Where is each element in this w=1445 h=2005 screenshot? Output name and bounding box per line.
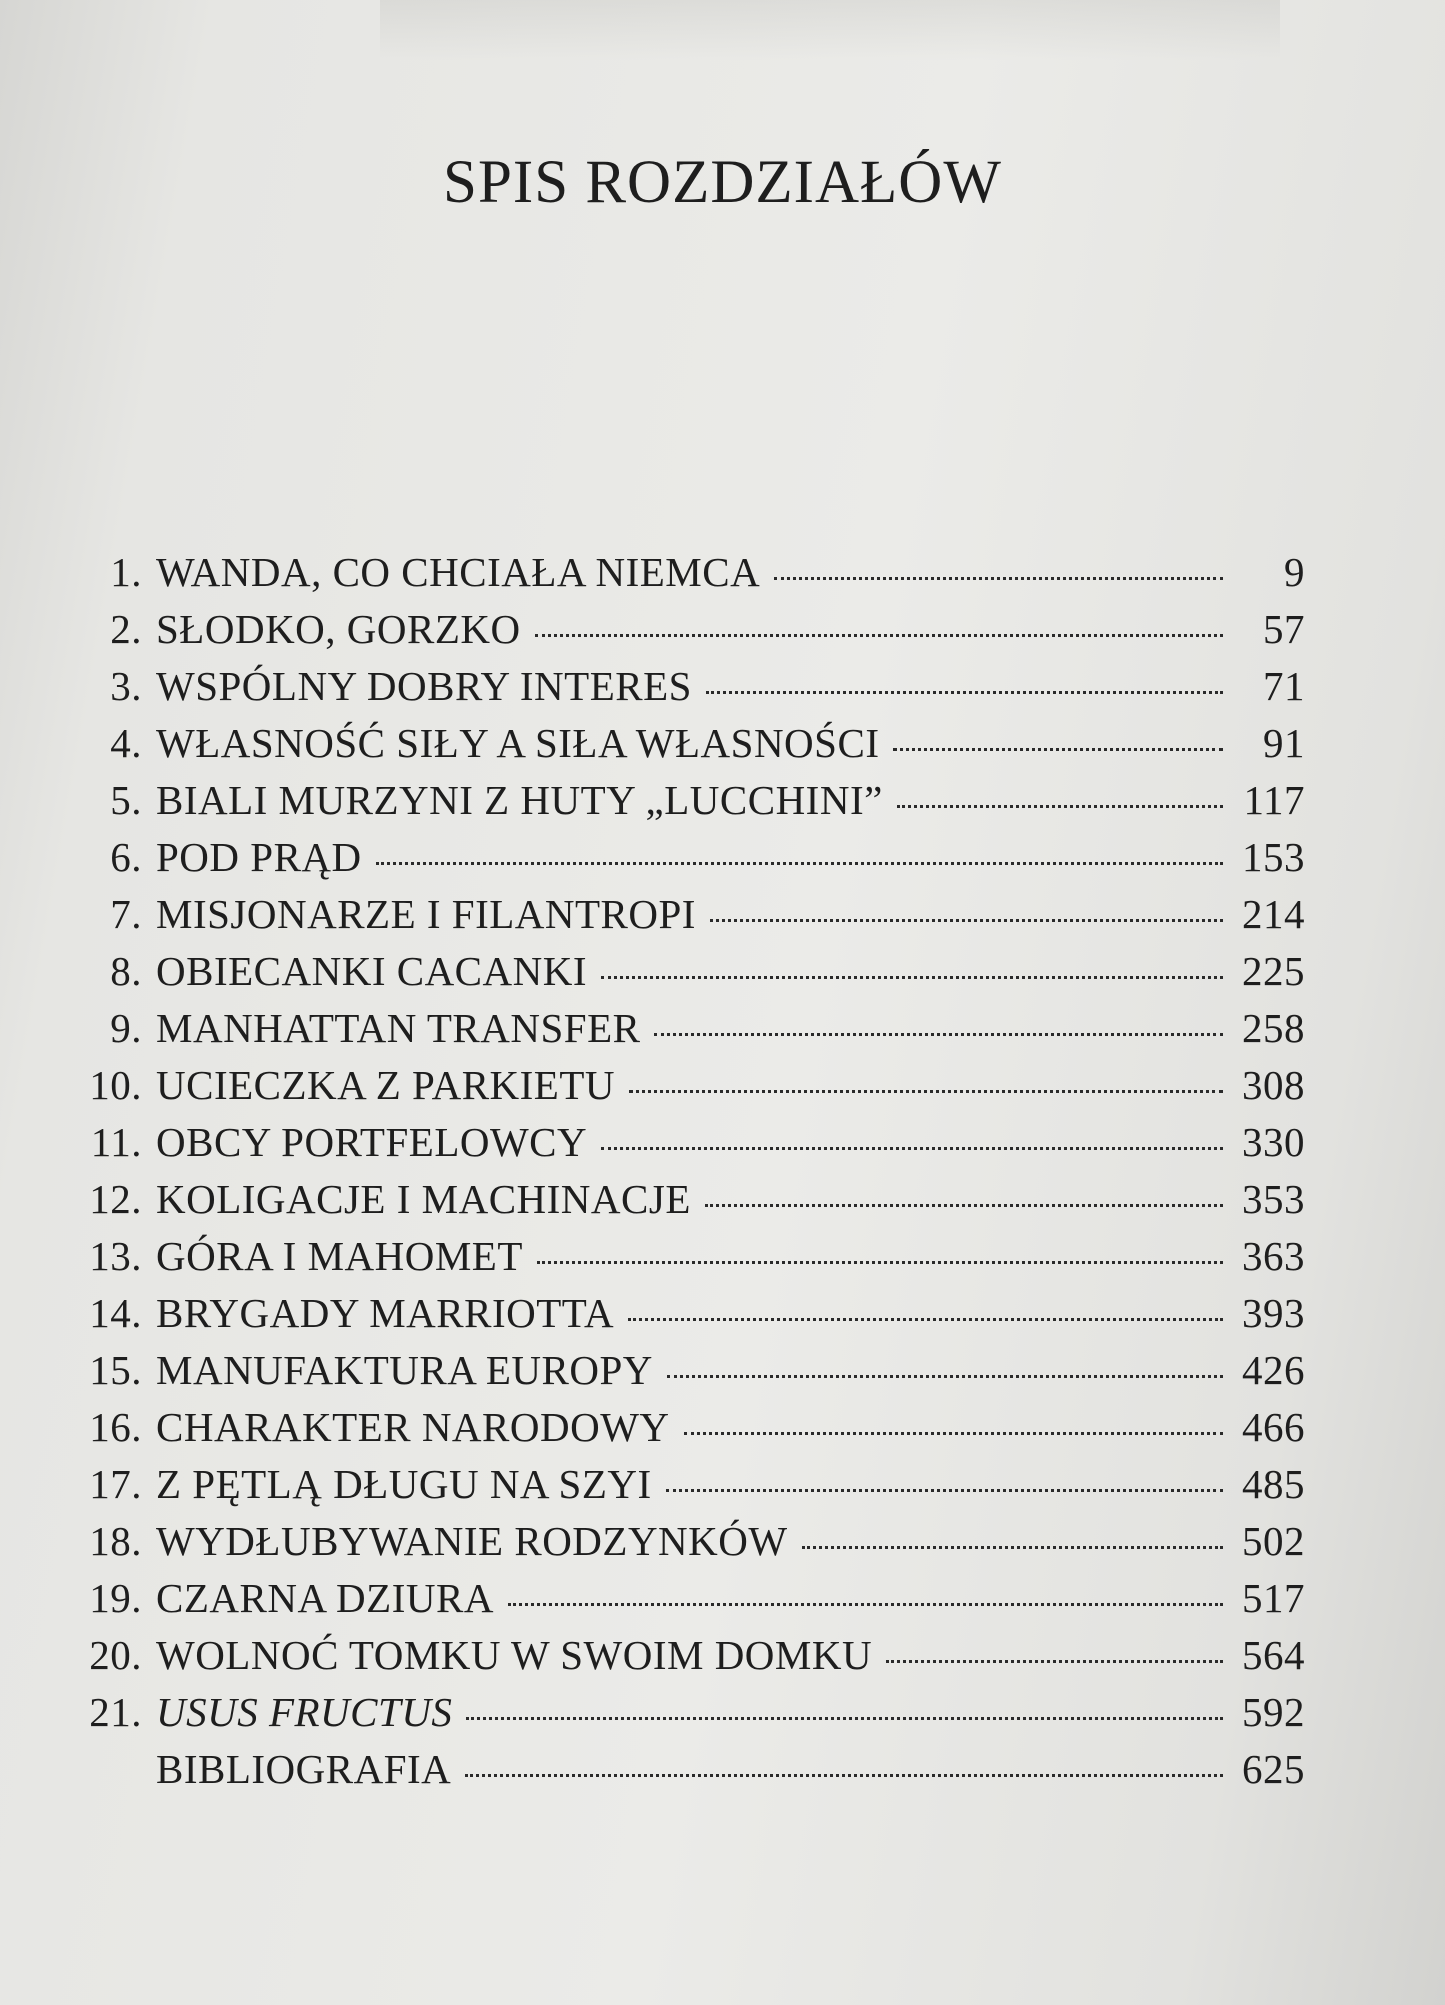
chapter-number: 4.	[110, 720, 142, 766]
dot-leader	[706, 691, 1223, 694]
chapter-title: MISJONARZE I FILANTROPI	[156, 891, 696, 937]
chapter-number: 20.	[89, 1632, 142, 1678]
chapter-title: BIALI MURZYNI Z HUTY „LUCCHINI”	[156, 777, 883, 823]
chapter-title: WYDŁUBYWANIE RODZYNKÓW	[156, 1518, 788, 1564]
toc-entry	[64, 833, 1305, 890]
chapter-page-number: 502	[1242, 1518, 1305, 1564]
chapter-number: 18.	[89, 1518, 142, 1564]
chapter-page-number: 57	[1263, 606, 1305, 652]
dot-leader	[666, 1489, 1223, 1492]
dot-leader	[654, 1033, 1223, 1036]
dot-leader	[601, 976, 1223, 979]
chapter-title: WSPÓLNY DOBRY INTERES	[156, 663, 692, 709]
toc-entry	[64, 947, 1305, 1004]
dot-leader	[629, 1090, 1223, 1093]
toc-entry	[64, 776, 1305, 833]
chapter-number: 13.	[89, 1233, 142, 1279]
chapter-title: OBCY PORTFELOWCY	[156, 1119, 588, 1165]
dot-leader	[897, 805, 1223, 808]
toc-entry	[64, 1574, 1305, 1631]
toc-entry	[64, 1346, 1305, 1403]
dot-leader	[535, 634, 1223, 637]
chapter-title: SŁODKO, GORZKO	[156, 606, 521, 652]
chapter-page-number: 625	[1242, 1746, 1305, 1792]
chapter-title: BIBLIOGRAFIA	[156, 1746, 452, 1792]
dot-leader	[710, 919, 1223, 922]
chapter-number: 3.	[110, 663, 142, 709]
toc-entry	[64, 1175, 1305, 1232]
chapter-number: 8.	[110, 948, 142, 994]
toc-entry	[64, 1460, 1305, 1517]
dot-leader	[376, 862, 1223, 865]
toc-entry	[64, 1289, 1305, 1346]
toc-entry	[64, 1232, 1305, 1289]
chapter-page-number: 517	[1242, 1575, 1305, 1621]
dot-leader	[466, 1717, 1223, 1720]
chapter-page-number: 363	[1242, 1233, 1305, 1279]
chapter-page-number: 91	[1263, 720, 1305, 766]
chapter-page-number: 466	[1242, 1404, 1305, 1450]
chapter-page-number: 71	[1263, 663, 1305, 709]
dot-leader	[684, 1432, 1223, 1435]
chapter-title: WANDA, CO CHCIAŁA NIEMCA	[156, 549, 761, 595]
dot-leader	[893, 748, 1223, 751]
chapter-page-number: 426	[1242, 1347, 1305, 1393]
chapter-number: 19.	[89, 1575, 142, 1621]
chapter-number: 21.	[89, 1689, 142, 1735]
toc-entry	[64, 719, 1305, 776]
dot-leader	[667, 1375, 1223, 1378]
chapter-number: 16.	[89, 1404, 142, 1450]
dot-leader	[774, 577, 1223, 580]
chapter-number: 2.	[110, 606, 142, 652]
chapter-page-number: 308	[1242, 1062, 1305, 1108]
chapter-page-number: 214	[1242, 891, 1305, 937]
chapter-number: 7.	[110, 891, 142, 937]
chapter-page-number: 117	[1243, 777, 1305, 823]
toc-entry	[64, 1004, 1305, 1061]
chapter-number: 12.	[89, 1176, 142, 1222]
dot-leader	[886, 1660, 1223, 1663]
toc-entry	[64, 1403, 1305, 1460]
chapter-title: CHARAKTER NARODOWY	[156, 1404, 670, 1450]
chapter-number: 15.	[89, 1347, 142, 1393]
chapter-page-number: 393	[1242, 1290, 1305, 1336]
chapter-page-number: 330	[1242, 1119, 1305, 1165]
toc-entry	[64, 1517, 1305, 1574]
bleed-through-shadow	[380, 0, 1280, 60]
toc-entry	[64, 1061, 1305, 1118]
dot-leader	[802, 1546, 1223, 1549]
chapter-number: 9.	[110, 1005, 142, 1051]
chapter-page-number: 153	[1242, 834, 1305, 880]
chapter-title: GÓRA I MAHOMET	[156, 1233, 523, 1279]
chapter-title: UCIECZKA Z PARKIETU	[156, 1062, 615, 1108]
chapter-title: MANUFAKTURA EUROPY	[156, 1347, 653, 1393]
toc-entry	[64, 548, 1305, 605]
dot-leader	[628, 1318, 1223, 1321]
chapter-page-number: 225	[1242, 948, 1305, 994]
dot-leader	[508, 1603, 1223, 1606]
dot-leader	[465, 1774, 1223, 1777]
chapter-title: WOLNOĆ TOMKU W SWOIM DOMKU	[156, 1632, 873, 1678]
page-title: SPIS ROZDZIAŁÓW	[443, 149, 1002, 216]
chapter-title: Z PĘTLĄ DŁUGU NA SZYI	[156, 1461, 652, 1507]
chapter-title: MANHATTAN TRANSFER	[156, 1005, 641, 1051]
chapter-number: 1.	[110, 549, 142, 595]
toc-entry	[64, 1745, 1305, 1802]
toc-entry	[64, 605, 1305, 662]
chapter-title: CZARNA DZIURA	[156, 1575, 494, 1621]
chapter-number: 17.	[89, 1461, 142, 1507]
chapter-number: 11.	[90, 1119, 142, 1165]
chapter-number: 6.	[110, 834, 142, 880]
chapter-page-number: 592	[1242, 1689, 1305, 1735]
chapter-page-number: 353	[1242, 1176, 1305, 1222]
chapter-page-number: 258	[1242, 1005, 1305, 1051]
chapter-page-number: 564	[1242, 1632, 1305, 1678]
chapter-title: POD PRĄD	[156, 834, 362, 880]
dot-leader	[537, 1261, 1223, 1264]
dot-leader	[601, 1147, 1223, 1150]
chapter-title: USUS FRUCTUS	[156, 1689, 453, 1735]
chapter-number: 10.	[89, 1062, 142, 1108]
chapter-title: WŁASNOŚĆ SIŁY A SIŁA WŁASNOŚCI	[156, 720, 880, 766]
toc-entry	[64, 890, 1305, 947]
chapter-page-number: 9	[1284, 549, 1305, 595]
chapter-title: KOLIGACJE I MACHINACJE	[156, 1176, 691, 1222]
toc-entry	[64, 1118, 1305, 1175]
chapter-title: BRYGADY MARRIOTTA	[156, 1290, 615, 1336]
toc-entry	[64, 662, 1305, 719]
chapter-number: 5.	[110, 777, 142, 823]
toc-entry	[64, 1631, 1305, 1688]
toc-entry	[64, 1688, 1305, 1745]
chapter-page-number: 485	[1242, 1461, 1305, 1507]
dot-leader	[705, 1204, 1223, 1207]
chapter-number: 14.	[89, 1290, 142, 1336]
chapter-title: OBIECANKI CACANKI	[156, 948, 588, 994]
